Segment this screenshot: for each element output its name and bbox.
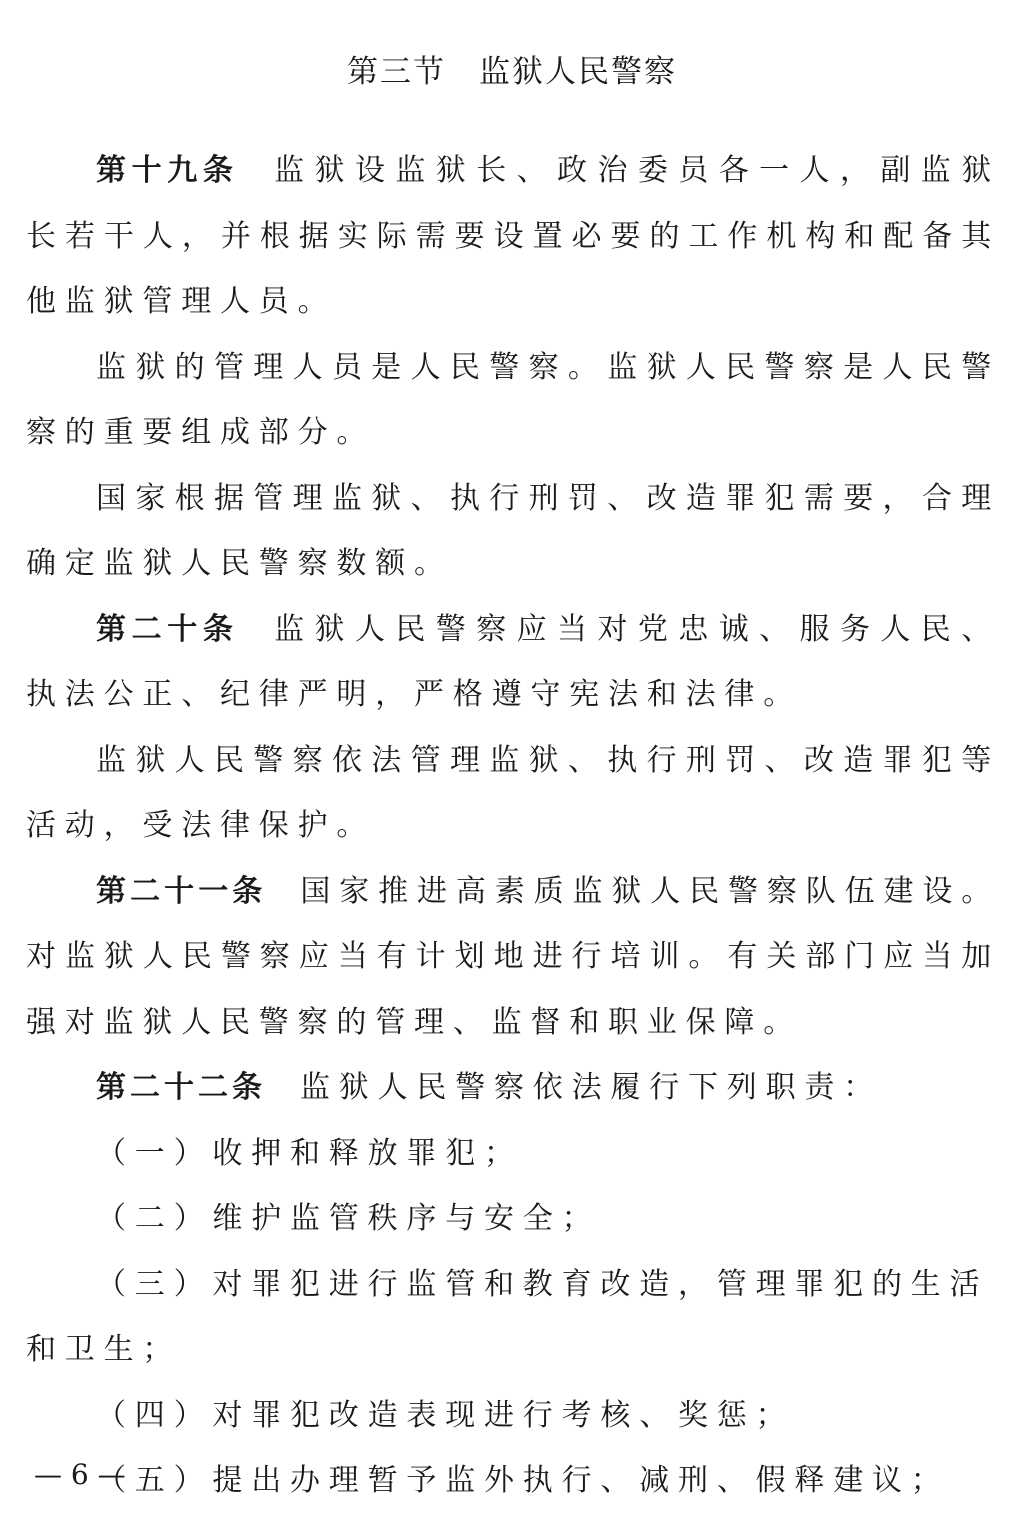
article-22-item-3: （三）对罪犯进行监管和教育改造，管理罪犯的生活和卫生； (26, 1266, 989, 1367)
article-21-paragraph-1 (26, 859, 1000, 1056)
article-22-text-1: 监狱人民警察依法履行下列职责： (300, 1070, 882, 1105)
page-number: — 6 — (34, 1458, 126, 1491)
article-22-item-4: （四）对罪犯改造表现进行考核、奖惩； (96, 1397, 795, 1433)
article-22-item-1: （一）收押和释放罪犯； (96, 1135, 523, 1171)
article-21-label: 第二十一条 (96, 873, 267, 909)
article-20-label: 第二十条 (96, 611, 239, 647)
article-20-paragraph-2: 监狱人民警察依法管理监狱、执行刑罚、改造罪犯等活动，受法律保护。 (26, 742, 1000, 843)
article-22-paragraph-1 (26, 1055, 1000, 1121)
article-20-paragraph-1 (26, 597, 1000, 728)
article-22-label: 第二十二条 (96, 1070, 266, 1105)
article-19-label: 第十九条 (96, 153, 239, 188)
document-body (26, 138, 1000, 1514)
article-19-paragraph-3: 国家根据管理监狱、执行刑罚、改造罪犯需要，合理确定监狱人民警察数额。 (26, 480, 1000, 581)
article-19-paragraph-2: 监狱的管理人员是人民警察。监狱人民警察是人民警察的重要组成部分。 (26, 349, 1000, 450)
article-20-text-1: 监狱人民警察应当对党忠诚、服务人民、执法公正、纪律严明，严格遵守宪法和法律。 (26, 611, 1001, 712)
article-22-item-2: （二）维护监管秩序与安全； (96, 1201, 601, 1236)
section-title: 第三节 监狱人民警察 (347, 54, 677, 90)
article-22-item-5: （五）提出办理暂予监外执行、减刑、假释建议； (96, 1463, 950, 1498)
article-21-text-1: 国家推进高素质监狱人民警察队伍建设。对监狱人民警察应当有计划地进行培训。有关部门应当加强对监狱人民警察的管理、监督和职业保障。 (26, 873, 1001, 1040)
article-19-paragraph-1 (26, 138, 1000, 335)
article-19-text-1: 监狱设监狱长、政治委员各一人，副监狱长若干人，并根据实际需要设置必要的工作机构和配备其他监狱管理人员。 (26, 153, 1001, 319)
